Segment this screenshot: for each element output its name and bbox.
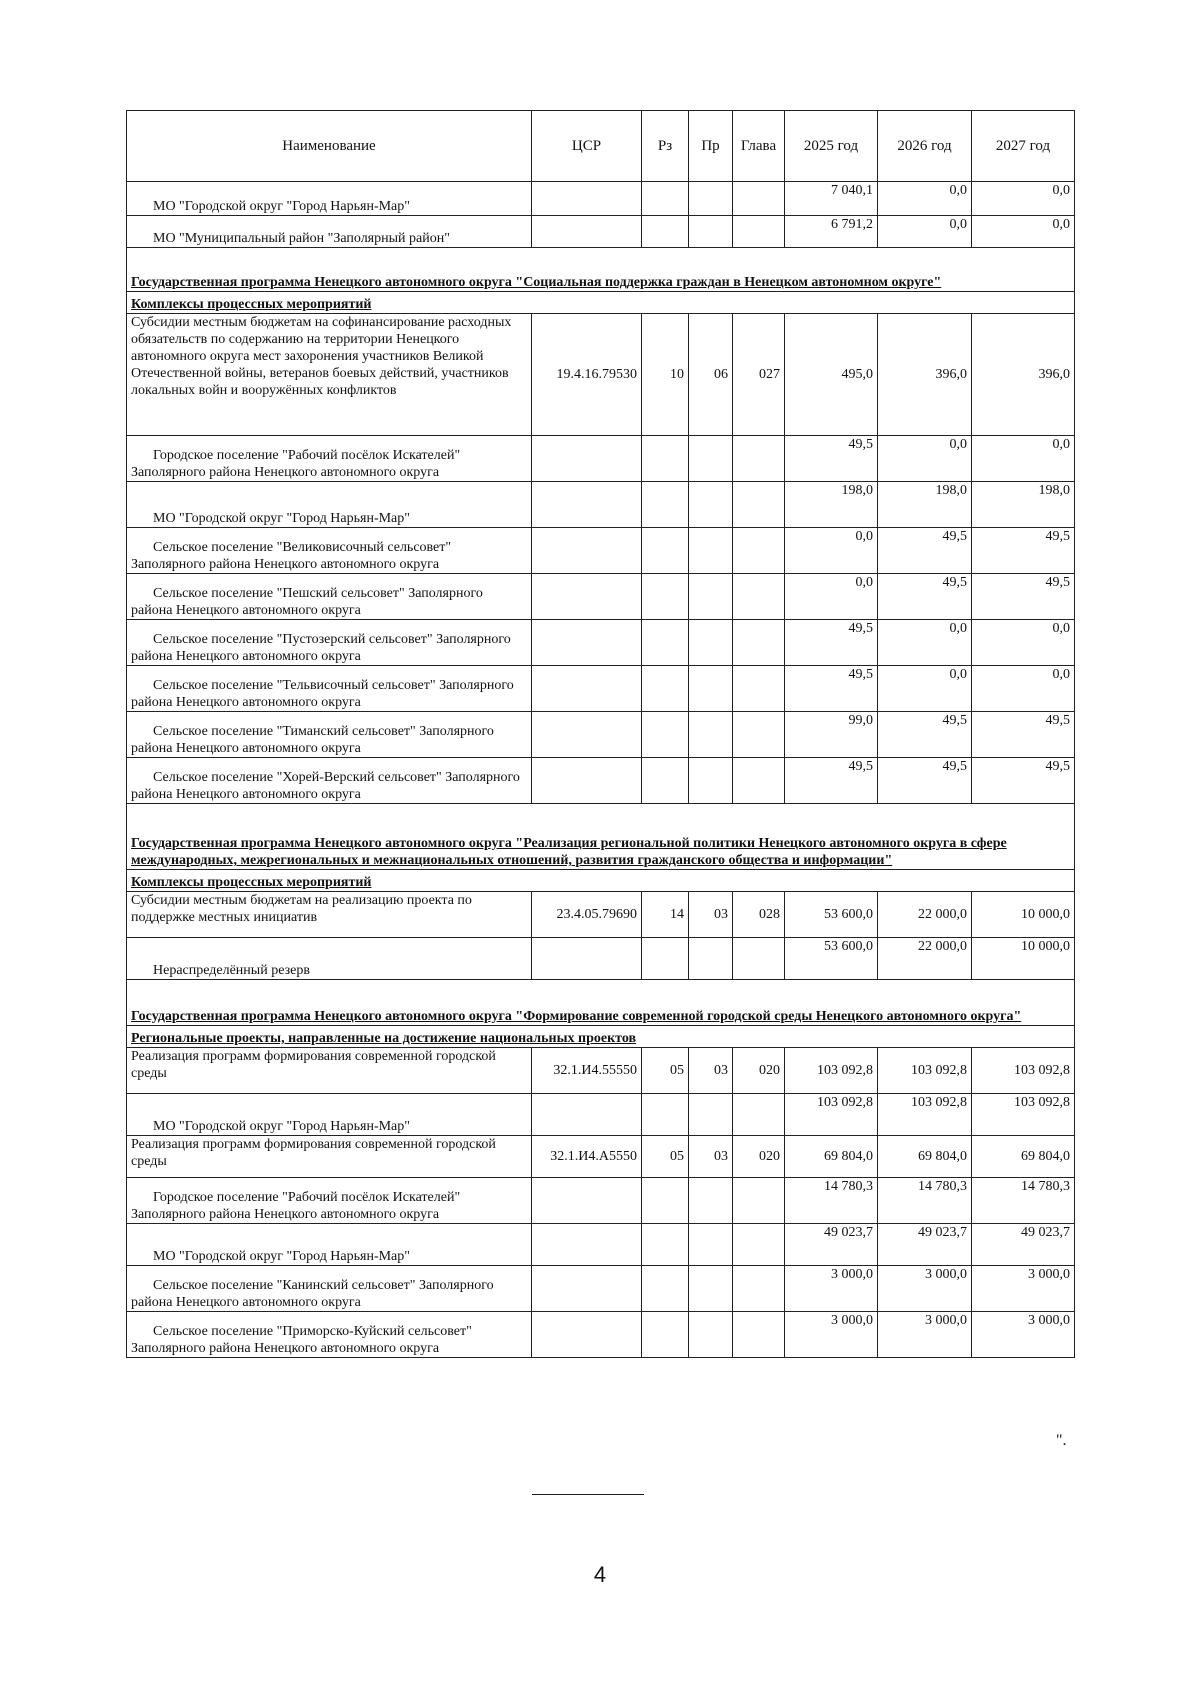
rz-cell [642, 1266, 689, 1312]
pr-cell [689, 1266, 733, 1312]
row-label: Сельское поселение "Хорей-Верский сельсовет" Заполярного района Ненецкого автономного округа [131, 770, 520, 802]
amount-2025-cell: 103 092,8 [785, 1048, 878, 1094]
csr-cell: 32.1.И4.А5550 [532, 1136, 642, 1178]
glava-cell [733, 1266, 785, 1312]
name-cell [127, 1136, 532, 1178]
amount-2026-cell: 3 000,0 [878, 1266, 972, 1312]
amount-2026-cell: 0,0 [878, 666, 972, 712]
csr-cell: 23.4.05.79690 [532, 892, 642, 938]
pr-cell: 03 [689, 1048, 733, 1094]
name-cell [127, 1224, 532, 1266]
row-label: МО "Муниципальный район "Заполярный район" [153, 231, 450, 246]
amount-2025-cell: 49,5 [785, 758, 878, 804]
glava-cell: 020 [733, 1136, 785, 1178]
csr-cell [532, 758, 642, 804]
name-cell [127, 314, 532, 436]
amount-2026-cell: 0,0 [878, 216, 972, 248]
row-label: Сельское поселение "Канинский сельсовет" Заполярного района Ненецкого автономного округа [131, 1278, 494, 1310]
amount-2025-cell: 99,0 [785, 712, 878, 758]
row-label: МО "Городской округ "Город Нарьян-Мар" [153, 1119, 410, 1134]
row-label: Сельское поселение "Пешский сельсовет" Заполярного района Ненецкого автономного округа [131, 586, 483, 618]
amount-2025-cell: 3 000,0 [785, 1312, 878, 1358]
pr-cell [689, 758, 733, 804]
pr-cell [689, 1178, 733, 1224]
row-label: Сельское поселение "Приморско-Куйский сельсовет" Заполярного района Ненецкого автономного округа [131, 1324, 472, 1356]
header-2026: 2026 год [878, 111, 972, 182]
table-row-municipality [127, 1094, 1075, 1136]
table-row-municipality [127, 1178, 1075, 1224]
rz-cell: 14 [642, 892, 689, 938]
name-cell [127, 1178, 532, 1224]
amount-2026-cell: 22 000,0 [878, 892, 972, 938]
glava-cell [733, 758, 785, 804]
table-row-municipality [127, 482, 1075, 528]
rz-cell [642, 436, 689, 482]
amount-2026-cell: 103 092,8 [878, 1094, 972, 1136]
csr-cell [532, 1224, 642, 1266]
table-row-municipality [127, 620, 1075, 666]
row-label: Сельское поселение "Тиманский сельсовет" Заполярного района Ненецкого автономного округа [131, 724, 494, 756]
glava-cell: 020 [733, 1048, 785, 1094]
section-heading: Государственная программа Ненецкого автономного округа "Формирование современной городской среды Ненецкого автономного округа" [127, 980, 1075, 1026]
glava-cell [733, 1094, 785, 1136]
amount-2027-cell: 14 780,3 [972, 1178, 1075, 1224]
section-heading-row [127, 804, 1075, 870]
csr-cell: 19.4.16.79530 [532, 314, 642, 436]
amount-2025-cell: 53 600,0 [785, 892, 878, 938]
amount-2027-cell: 3 000,0 [972, 1312, 1075, 1358]
rz-cell [642, 938, 689, 980]
csr-cell [532, 436, 642, 482]
table-header-row [127, 111, 1075, 182]
rz-cell: 10 [642, 314, 689, 436]
pr-cell [689, 574, 733, 620]
name-cell [127, 216, 532, 248]
glava-cell [733, 1312, 785, 1358]
name-cell [127, 482, 532, 528]
csr-cell [532, 1094, 642, 1136]
table-row-municipality [127, 758, 1075, 804]
section-heading: Комплексы процессных мероприятий [127, 870, 1075, 892]
table-row-municipality [127, 666, 1075, 712]
rz-cell [642, 1224, 689, 1266]
glava-cell [733, 482, 785, 528]
section-heading-row [127, 292, 1075, 314]
amount-2027-cell: 69 804,0 [972, 1136, 1075, 1178]
name-cell [127, 620, 532, 666]
row-label: Субсидии местным бюджетам на софинансирование расходных обязательств по содержанию на территории Ненецкого автономного округа мест захоронения участников Великой Отечественной войны, ветеранов боевых действий, участников локальных войн и вооружённых конфликтов [131, 315, 512, 398]
amount-2027-cell: 3 000,0 [972, 1266, 1075, 1312]
pr-cell [689, 620, 733, 666]
name-cell [127, 574, 532, 620]
header-2025: 2025 год [785, 111, 878, 182]
page-number: 4 [593, 1562, 607, 1587]
row-label: Сельское поселение "Тельвисочный сельсовет" Заполярного района Ненецкого автономного округа [131, 678, 514, 710]
amount-2025-cell: 495,0 [785, 314, 878, 436]
amount-2025-cell: 49 023,7 [785, 1224, 878, 1266]
header-csr: ЦСР [532, 111, 642, 182]
amount-2025-cell: 198,0 [785, 482, 878, 528]
rz-cell [642, 574, 689, 620]
budget-table [126, 110, 1075, 1358]
amount-2026-cell: 103 092,8 [878, 1048, 972, 1094]
amount-2026-cell: 22 000,0 [878, 938, 972, 980]
csr-cell [532, 1178, 642, 1224]
pr-cell [689, 938, 733, 980]
pr-cell [689, 528, 733, 574]
row-label: Сельское поселение "Пустозерский сельсовет" Заполярного района Ненецкого автономного округа [131, 632, 511, 664]
row-label: Городское поселение "Рабочий посёлок Искателей" Заполярного района Ненецкого автономного округа [131, 448, 461, 480]
pr-cell [689, 712, 733, 758]
table-row-municipality [127, 528, 1075, 574]
glava-cell: 027 [733, 314, 785, 436]
amount-2025-cell: 53 600,0 [785, 938, 878, 980]
amount-2027-cell: 0,0 [972, 216, 1075, 248]
pr-cell: 06 [689, 314, 733, 436]
amount-2027-cell: 49,5 [972, 712, 1075, 758]
table-row-municipality [127, 1312, 1075, 1358]
rz-cell [642, 1094, 689, 1136]
name-cell [127, 712, 532, 758]
row-label: Реализация программ формирования современной городской среды [131, 1137, 496, 1169]
table-row-program-item [127, 892, 1075, 938]
csr-cell [532, 1266, 642, 1312]
pr-cell [689, 1224, 733, 1266]
row-label: Реализация программ формирования современной городской среды [131, 1049, 496, 1081]
amount-2026-cell: 14 780,3 [878, 1178, 972, 1224]
section-heading: Региональные проекты, направленные на достижение национальных проектов [127, 1026, 1075, 1048]
table-row-municipality [127, 436, 1075, 482]
glava-cell [733, 436, 785, 482]
rz-cell [642, 216, 689, 248]
pr-cell [689, 1094, 733, 1136]
section-heading: Государственная программа Ненецкого автономного округа "Социальная поддержка граждан в Ненецком автономном округе" [127, 248, 1075, 292]
csr-cell [532, 666, 642, 712]
section-heading: Комплексы процессных мероприятий [127, 292, 1075, 314]
section-heading-row [127, 870, 1075, 892]
table-row-program-item [127, 1136, 1075, 1178]
rz-cell [642, 666, 689, 712]
table-row-program-item [127, 1048, 1075, 1094]
amount-2027-cell: 103 092,8 [972, 1048, 1075, 1094]
name-cell [127, 1094, 532, 1136]
amount-2026-cell: 49,5 [878, 528, 972, 574]
pr-cell [689, 182, 733, 216]
rz-cell [642, 482, 689, 528]
section-heading-row [127, 1026, 1075, 1048]
header-pr: Пр [689, 111, 733, 182]
row-label: Сельское поселение "Великовисочный сельсовет" Заполярного района Ненецкого автономного округа [131, 540, 452, 572]
glava-cell [733, 528, 785, 574]
table-row-municipality [127, 574, 1075, 620]
amount-2027-cell: 49,5 [972, 528, 1075, 574]
glava-cell [733, 182, 785, 216]
csr-cell [532, 620, 642, 666]
table-row-municipality [127, 1266, 1075, 1312]
amount-2025-cell: 69 804,0 [785, 1136, 878, 1178]
amount-2025-cell: 49,5 [785, 436, 878, 482]
csr-cell [532, 182, 642, 216]
row-label: Нераспределённый резерв [153, 963, 310, 978]
end-divider [532, 1494, 644, 1495]
amount-2026-cell: 3 000,0 [878, 1312, 972, 1358]
name-cell [127, 758, 532, 804]
glava-cell [733, 1224, 785, 1266]
row-label: МО "Городской округ "Город Нарьян-Мар" [153, 1249, 410, 1264]
pr-cell [689, 216, 733, 248]
rz-cell [642, 758, 689, 804]
csr-cell [532, 712, 642, 758]
amount-2026-cell: 49 023,7 [878, 1224, 972, 1266]
amount-2026-cell: 49,5 [878, 712, 972, 758]
csr-cell [532, 938, 642, 980]
closing-quote-mark: ". [1056, 1432, 1067, 1449]
amount-2027-cell: 198,0 [972, 482, 1075, 528]
rz-cell [642, 620, 689, 666]
rz-cell [642, 528, 689, 574]
amount-2025-cell: 49,5 [785, 620, 878, 666]
table-row-municipality [127, 1224, 1075, 1266]
section-heading-row [127, 980, 1075, 1026]
amount-2026-cell: 0,0 [878, 436, 972, 482]
glava-cell [733, 216, 785, 248]
amount-2027-cell: 0,0 [972, 436, 1075, 482]
table-row-municipality [127, 182, 1075, 216]
header-rz: Рз [642, 111, 689, 182]
header-2027: 2027 год [972, 111, 1075, 182]
pr-cell [689, 1312, 733, 1358]
pr-cell [689, 482, 733, 528]
amount-2025-cell: 14 780,3 [785, 1178, 878, 1224]
row-label: Субсидии местным бюджетам на реализацию проекта по поддержке местных инициатив [131, 893, 472, 925]
amount-2025-cell: 6 791,2 [785, 216, 878, 248]
csr-cell [532, 482, 642, 528]
pr-cell [689, 436, 733, 482]
amount-2027-cell: 49,5 [972, 574, 1075, 620]
csr-cell: 32.1.И4.55550 [532, 1048, 642, 1094]
rz-cell [642, 1178, 689, 1224]
name-cell [127, 182, 532, 216]
row-label: Городское поселение "Рабочий посёлок Искателей" Заполярного района Ненецкого автономного округа [131, 1190, 461, 1222]
amount-2025-cell: 103 092,8 [785, 1094, 878, 1136]
amount-2025-cell: 0,0 [785, 574, 878, 620]
amount-2027-cell: 10 000,0 [972, 938, 1075, 980]
name-cell [127, 436, 532, 482]
table-row-municipality [127, 712, 1075, 758]
table-row-program-item [127, 314, 1075, 436]
rz-cell [642, 182, 689, 216]
glava-cell [733, 620, 785, 666]
glava-cell [733, 938, 785, 980]
amount-2026-cell: 0,0 [878, 620, 972, 666]
name-cell [127, 1266, 532, 1312]
rz-cell [642, 712, 689, 758]
glava-cell [733, 574, 785, 620]
amount-2027-cell: 0,0 [972, 666, 1075, 712]
glava-cell: 028 [733, 892, 785, 938]
amount-2027-cell: 10 000,0 [972, 892, 1075, 938]
rz-cell: 05 [642, 1048, 689, 1094]
amount-2027-cell: 0,0 [972, 620, 1075, 666]
pr-cell: 03 [689, 892, 733, 938]
name-cell [127, 938, 532, 980]
csr-cell [532, 216, 642, 248]
amount-2027-cell: 0,0 [972, 182, 1075, 216]
table-body [127, 182, 1075, 1358]
section-heading: Государственная программа Ненецкого автономного округа "Реализация региональной политики Ненецкого автономного округа в сфере международных, межрегиональных и межнациональных отношений, развития гражданского общества и информации" [127, 804, 1075, 870]
amount-2026-cell: 69 804,0 [878, 1136, 972, 1178]
name-cell [127, 1048, 532, 1094]
table-row-municipality [127, 216, 1075, 248]
table-row-municipality [127, 938, 1075, 980]
row-label: МО "Городской округ "Город Нарьян-Мар" [153, 511, 410, 526]
amount-2026-cell: 0,0 [878, 182, 972, 216]
rz-cell: 05 [642, 1136, 689, 1178]
csr-cell [532, 528, 642, 574]
amount-2027-cell: 103 092,8 [972, 1094, 1075, 1136]
name-cell [127, 528, 532, 574]
amount-2026-cell: 198,0 [878, 482, 972, 528]
amount-2027-cell: 49,5 [972, 758, 1075, 804]
amount-2025-cell: 3 000,0 [785, 1266, 878, 1312]
header-glava: Глава [733, 111, 785, 182]
glava-cell [733, 712, 785, 758]
pr-cell [689, 666, 733, 712]
amount-2027-cell: 396,0 [972, 314, 1075, 436]
amount-2026-cell: 49,5 [878, 574, 972, 620]
amount-2025-cell: 49,5 [785, 666, 878, 712]
header-name: Наименование [127, 111, 532, 182]
amount-2027-cell: 49 023,7 [972, 1224, 1075, 1266]
pr-cell: 03 [689, 1136, 733, 1178]
glava-cell [733, 1178, 785, 1224]
csr-cell [532, 574, 642, 620]
amount-2025-cell: 7 040,1 [785, 182, 878, 216]
rz-cell [642, 1312, 689, 1358]
amount-2025-cell: 0,0 [785, 528, 878, 574]
name-cell [127, 666, 532, 712]
csr-cell [532, 1312, 642, 1358]
row-label: МО "Городской округ "Город Нарьян-Мар" [153, 199, 410, 214]
name-cell [127, 1312, 532, 1358]
section-heading-row [127, 248, 1075, 292]
amount-2026-cell: 49,5 [878, 758, 972, 804]
amount-2026-cell: 396,0 [878, 314, 972, 436]
glava-cell [733, 666, 785, 712]
name-cell [127, 892, 532, 938]
